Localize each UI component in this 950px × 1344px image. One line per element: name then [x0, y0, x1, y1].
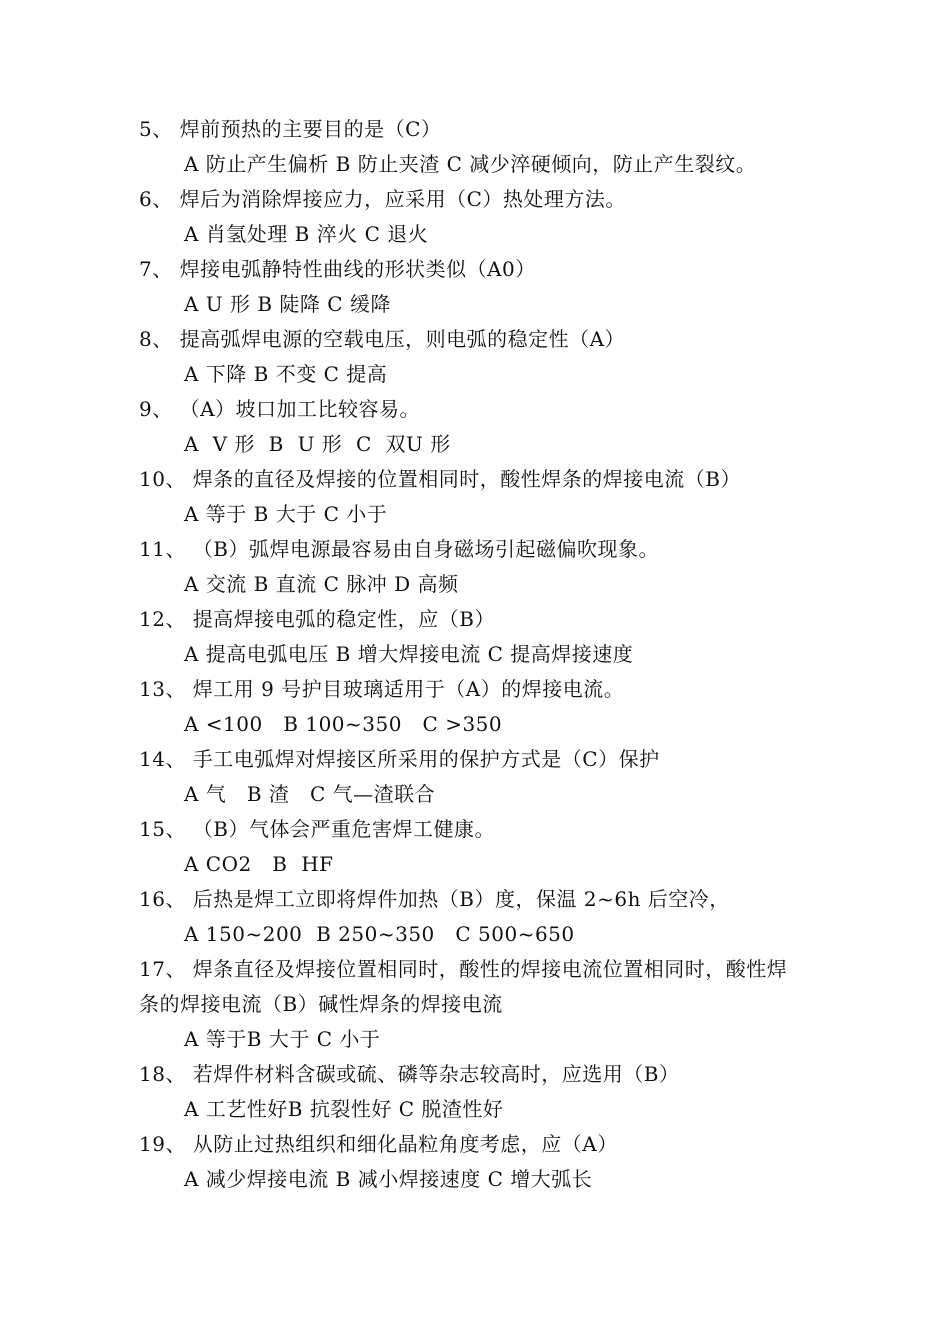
options-15: A CO2 B HF	[184, 852, 334, 876]
options-17: A 等于B 大于 C 小于	[184, 1027, 381, 1051]
question-9: 9、 （A）坡口加工比较容易。	[139, 397, 421, 421]
options-11: A 交流 B 直流 C 脉冲 D 高频	[184, 572, 459, 596]
options-19: A 减少焊接电流 B 减小焊接速度 C 增大弧长	[184, 1167, 593, 1191]
question-12: 12、 提高焊接电弧的稳定性，应（B）	[139, 607, 496, 631]
question-14: 14、 手工电弧焊对焊接区所采用的保护方式是（C）保护	[139, 747, 660, 771]
question-6: 6、 焊后为消除焊接应力，应采用（C）热处理方法。	[139, 187, 626, 211]
question-8: 8、 提高弧焊电源的空载电压，则电弧的稳定性（A）	[139, 327, 626, 351]
question-17: 17、 焊条直径及焊接位置相同时，酸性的焊接电流位置相同时，酸性焊	[139, 957, 788, 981]
options-16: A 150~200 B 250~350 C 500~650	[184, 922, 575, 946]
question-19: 19、 从防止过热组织和细化晶粒角度考虑，应（A）	[139, 1132, 618, 1156]
options-18: A 工艺性好B 抗裂性好 C 脱渣性好	[184, 1097, 504, 1121]
question-7: 7、 焊接电弧静特性曲线的形状类似（A0）	[139, 257, 536, 281]
question-5: 5、 焊前预热的主要目的是（C）	[139, 117, 442, 141]
options-6: A 肖氢处理 B 淬火 C 退火	[184, 222, 429, 246]
question-11: 11、 （B）弧焊电源最容易由自身磁场引起磁偏吹现象。	[139, 537, 660, 561]
question-10: 10、 焊条的直径及焊接的位置相同时，酸性焊条的焊接电流（B）	[139, 467, 742, 491]
options-12: A 提高电弧电压 B 增大焊接电流 C 提高焊接速度	[184, 642, 634, 666]
options-10: A 等于 B 大于 C 小于	[184, 502, 388, 526]
question-16: 16、 后热是焊工立即将焊件加热（B）度，保温 2~6h 后空冷，	[139, 887, 730, 911]
options-14: A 气 B 渣 C 气—渣联合	[184, 782, 436, 806]
options-7: A U 形 B 陡降 C 缓降	[184, 292, 391, 316]
question-15: 15、 （B）气体会严重危害焊工健康。	[139, 817, 496, 841]
question-17-continuation: 条的焊接电流（B）碱性焊条的焊接电流	[139, 992, 503, 1016]
question-18: 18、 若焊件材料含碳或硫、磷等杂志较高时，应选用（B）	[139, 1062, 680, 1086]
options-5: A 防止产生偏析 B 防止夹渣 C 减少淬硬倾向，防止产生裂纹。	[184, 152, 757, 176]
question-13: 13、 焊工用 9 号护目玻璃适用于（A）的焊接电流。	[139, 677, 625, 701]
question-list	[139, 112, 839, 1197]
options-9: A V 形 B U 形 C 双U 形	[184, 432, 451, 456]
options-13: A <100 B 100~350 C >350	[184, 712, 503, 736]
options-8: A 下降 B 不变 C 提高	[184, 362, 388, 386]
